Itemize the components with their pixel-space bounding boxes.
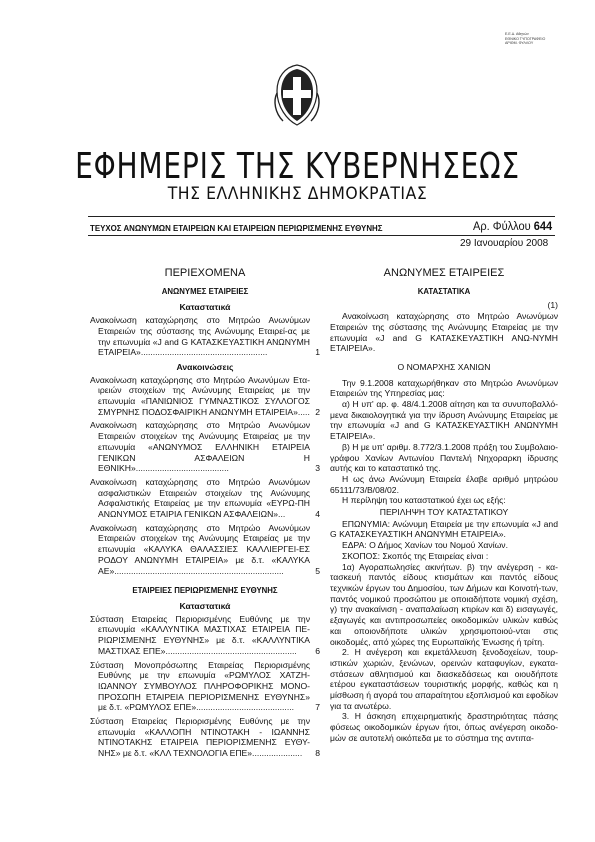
contents-entry[interactable]: Ανακοίνωση καταχώρησης στο Μητρώο Ανωνύμων Ετα-ιρειών στοιχείων της Ανώνυμης Εταιρείας με την επωνυμία «ΠΑΝΙΩΝΙΟΣ ΓΥΜΝΑΣΤΙΚΟΣ ΣΥΛΛΟΓΟΣ ΣΜΥΡΝΗΣ ΠΟΔΟΣΦΑΙΡΙΚΗ ΑΝΩΝΥΜΗ ΕΤΑΙΡΕΙΑ»..... 2 bbox=[90, 374, 320, 417]
subsection-statutes: Καταστατικά bbox=[179, 302, 231, 313]
body-paragraph: Η περίληψη του καταστατικού έχει ως εξής: bbox=[342, 495, 506, 506]
header-rule-top bbox=[88, 216, 555, 217]
sheet-number: Αρ. Φύλλου 644 bbox=[473, 219, 553, 233]
body-paragraph: β) Η με υπ' αριθμ. 8.772/3.1.2008 πράξη του Συμβολαιο-γράφου Χανίων Αντωνίου Παντελή Νηχοραρκη ίδρυσης αυτής και το καταστατικό της. bbox=[330, 441, 558, 474]
body-paragraph: 3. Η άσκηση επιχειρηματικής δραστηριότητας πάσης φύσεως οικοδομικών έργων ήτοι, όπως ανέγερση οικοδο-μών σε αυτοτελή οικόπεδα με το σύστημα της αντιπα- bbox=[330, 711, 558, 743]
body-paragraph: Την 9.1.2008 καταχωρήθηκαν στο Μητρώο Ανωνύμων Εταιρειών της Υπηρεσίας μας: bbox=[330, 377, 558, 399]
contents-entry[interactable]: Ανακοίνωση καταχώρησης στο Μητρώο Ανωνύμων Εταιρειών στοιχείων της Ανώνυμης Εταιρείας με την επωνυμία «ΚΑΛΥΚΑ ΘΑΛΑΣΣΙΕΣ ΚΑΛΛΙΕΡΓΕΙ-ΕΣ ΡΟΔΟΥ ΑΝΩΝΥΜΗ ΕΤΑΙΡΕΙΑ» με δ.τ. «ΚΑΛΥΚΑ ΑΕ»....................................................................... 5 bbox=[90, 522, 320, 576]
contents-title: ΠΕΡΙΕΧΟΜΕΝΑ bbox=[164, 267, 246, 279]
contents-entry[interactable]: Σύσταση Μονοπρόσωπης Εταιρείας Περιορισμένης Ευθύνης με την επωνυμία «ΡΩΜΥΛΟΣ ΧΑΤΖΗ-ΙΩΑΝΝΟΥ ΣΥΜΒΟΥΛΟΣ ΠΛΗΡΟΦΟΡΙΚΗΣ ΜΟΝΟ-ΠΡΟΣΩΠΗ ΕΤΑΙΡΕΙΑ ΠΕΡΙΟΡΙΣΜΕΝΗΣ ΕΥΘΥΝΗΣ» με δ.τ. «ΡΩΜΥΛΟΣ ΕΠΕ»......................................... 7 bbox=[90, 659, 320, 713]
gazette-subtitle: ΤΗΣ ΕΛΛΗΝΙΚΗΣ ΔΗΜΟΚΡΑΤΙΑΣ bbox=[167, 184, 428, 204]
contents-entry[interactable]: Ανακοίνωση καταχώρησης στο Μητρώο Ανωνύμων Εταιρειών στοιχείων της Ανώνυμης Εταιρείας με την επωνυμία «ΑΝΩΝΥΜΟΣ ΕΛΛΗΝΙΚΗ ΕΤΑΙΡΕΙΑ ΓΕΝΙΚΩΝ ΑΣΦΑΛΕΙΩΝ Η ΕΘΝΙΚΗ»....................................... 3 bbox=[90, 420, 320, 474]
body-paragraph: ΕΔΡΑ: Ο Δήμος Χανίων του Νομού Χανίων. bbox=[342, 540, 508, 551]
body-paragraph: ΕΠΩΝΥΜΙΑ: Ανώνυμη Εταιρεία με την επωνυμία «J and G ΚΑΤΑΣΚΕΥΑΣΤΙΚΗ ΑΝΩΝΥΜΗ ΕΤΑΙΡΕΙΑ». bbox=[330, 518, 558, 540]
greek-emblem-icon bbox=[271, 63, 323, 128]
contents-entry[interactable]: Ανακοίνωση καταχώρησης στο Μητρώο Ανωνύμων Εταιρειών της σύστασης της Ανώνυμης Εταιρεί-ας με την επωνυμία «J and G ΚΑΤΑΣΚΕΥΑΣΤΙΚΗ ΑΝΩΝΥΜΗ ΕΤΑΙΡΕΙΑ»..................................................... 1 bbox=[90, 315, 320, 358]
contents-entry[interactable]: Σύσταση Εταιρείας Περιορισμένης Ευθύνης με την επωνυμία «ΚΑΛΛΥΝΤΙΚΑ ΜΑΣΤΙΧΑΣ ΕΤΑΙΡΕΙΑ ΠΕ-ΡΙΩΡΙΣΜΕΝΗΣ ΕΥΘΥΝΗΣ» με δ.τ. «ΚΑΛΛΥΝΤΙΚΑ ΜΑΣΤΙΧΑΣ ΕΠΕ»....................................................... 6 bbox=[90, 613, 320, 656]
contents-entry[interactable]: Ανακοίνωση καταχώρησης στο Μητρώο Ανωνύμων ασφαλιστικών Εταιρειών στοιχείων της Ανώνυμης Ασφαλιστικής Εταιρείας με την επωνυμία «ΕΥΡΩ-ΠΗ ΑΝΩΝΥΜΟΣ ΕΤΑΙΡΙΑ ΓΕΝΙΚΩΝ ΑΣΦΑΛΕΙΩΝ»... 4 bbox=[90, 476, 320, 520]
body-column bbox=[330, 268, 558, 744]
announcement-number: (1) bbox=[547, 300, 558, 311]
body-paragraph: 1α) Αγοραπωλησίες ακινήτων. β) την ανέγερση - κα-τασκευή παντός είδους κτισμάτων και παντός είδους τεχνικών έργων του Δημοσίου, των Δήμων και Κοινοτή-των, παντός νομικού προσώπου με οποιαδήποτε νομική σχέση, γ) την ανακαίνιση - αναπαλαίωση κτιρίων και δ) εισαγωγές, εξαγωγές και αντιπροσωπείες οικοδομικών υλικών καθώς και οποιονδήποτε υλικών χρησιμοποιού-νται στις οικοδομές, από χώρες της Ευρωπαϊκής Ένωσης ή τρίτη. bbox=[330, 561, 558, 647]
prefect-authority: Ο ΝΟΜΑΡΧΗΣ ΧΑΝΙΩΝ bbox=[397, 361, 491, 372]
seal-text: Ε.Ε.Δ. Αθηνών ΕΘΝΙΚΟ ΤΥΠΟΓΡΑΦΕΙΟ ΑΡΙΘΜ. ΦΥΛΛΟΥ bbox=[505, 32, 546, 46]
header-rule-bottom bbox=[88, 235, 555, 236]
summary-title: ΠΕΡΙΛΗΨΗ ΤΟΥ ΚΑΤΑΣΤΑΤΙΚΟΥ bbox=[379, 507, 509, 518]
issue-date: 29 Ιανουαρίου 2008 bbox=[460, 238, 549, 249]
contents-entry[interactable]: Σύσταση Εταιρείας Περιορισμένης Ευθύνης με την επωνυμία «ΚΑΛΛΟΠΗ ΝΤΙΝΟΤΑΚΗ - ΙΩΑΝΝΗΣ ΝΤΙΝΟΤΑΚΗΣ ΕΤΑΙΡΕΙΑ ΠΕΡΙΟΡΙΣΜΕΝΗΣ ΕΥΘΥ-ΝΗΣ» με δ.τ. «ΚΛΛ ΤΕΧΝΟΛΟΓΙΑ ΕΠΕ»..................... 8 bbox=[90, 716, 320, 759]
gazette-title: ΕΦΗΜΕΡΙΣ ΤΗΣ ΚΥΒΕΡΝΗΣΕΩΣ bbox=[75, 146, 520, 187]
body-paragraph: Η ως άνω Ανώνυμη Εταιρεία έλαβε αριθμό μητρώου 65111/73/Β/08/02. bbox=[330, 473, 558, 495]
subsection-announcements: Ανακοινώσεις bbox=[176, 361, 234, 372]
body-subsection: ΚΑΤΑΣΤΑΤΙΚΑ bbox=[417, 286, 471, 296]
contents-column bbox=[90, 268, 320, 759]
section-llc: ΕΤΑΙΡΕΙΕΣ ΠΕΡΙΩΡΙΣΜΕΝΗΣ ΕΥΘΥΝΗΣ bbox=[132, 586, 278, 596]
body-section-title: ΑΝΩΝΥΜΕΣ ΕΤΑΙΡΕΙΕΣ bbox=[383, 267, 505, 279]
announcement-intro: Ανακοίνωση καταχώρησης στο Μητρώο Ανωνύμων Εταιρειών της σύστασης της Ανώνυμης Εταιρείας με την επωνυμία «J and G ΚΑΤΑΣΚΕΥΑΣΤΙΚΗ ΑΝΩ-ΝΥΜΗ ΕΤΑΙΡΕΙΑ». bbox=[330, 311, 558, 354]
issue-type: ΤΕΥΧΟΣ ΑΝΩΝΥΜΩΝ ΕΤΑΙΡΕΙΩΝ ΚΑΙ ΕΤΑΙΡΕΙΩΝ ΠΕΡΙΩΡΙΣΜΕΝΗΣ ΕΥΘΥΝΗΣ bbox=[90, 223, 383, 233]
body-paragraph: 2. Η ανέγερση και εκμετάλλευση ξενοδοχείων, τουρ-ιστικών χωριών, ξενώνων, ορεινών καταφυγίων, εγκατα-στάσεων αθλητισμού και διασκεδάσεως και οιουδήποτε ετέρου εγκαταστάσεων τουριστικής μορφής, καθώς και η μίσθωση ή αγορά του απαραίτητου εξοπλισμού και εφοδίων για τα ανωτέρω. bbox=[330, 647, 558, 711]
section-sa: ΑΝΩΝΥΜΕΣ ΕΤΑΙΡΕΙΕΣ bbox=[161, 286, 249, 296]
subsection-statutes-llc: Καταστατικά bbox=[179, 600, 231, 611]
body-paragraph: α) Η υπ' αρ. φ. 48/4.1.2008 αίτηση και τα συνυποβαλλό-μενα δικαιολογητικά για την ίδρυση Ανώνυμης Εταιρείας με την επωνυμία «J and G ΚΑΤΑΣΚΕΥΑΣΤΙΚΗ ΑΝΩΝΥΜΗ ΕΤΑΙΡΕΙΑ». bbox=[330, 399, 558, 442]
body-paragraph: ΣΚΟΠΟΣ: Σκοπός της Εταιρείας είναι : bbox=[342, 550, 489, 561]
